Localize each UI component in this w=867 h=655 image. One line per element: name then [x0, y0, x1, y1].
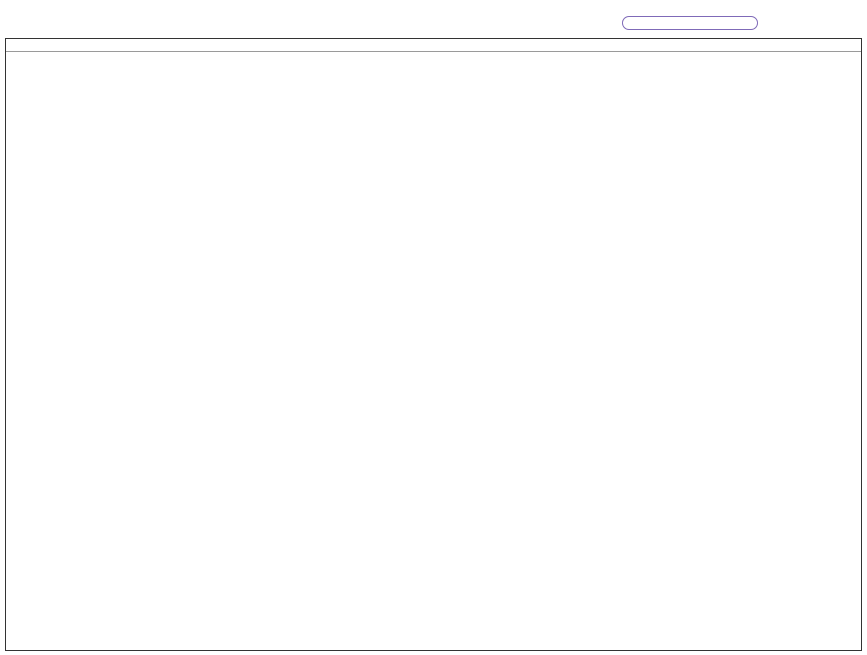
- header-row: [6, 39, 861, 52]
- billing-sheet: [5, 38, 862, 651]
- page-title: [250, 4, 256, 22]
- apartment-name-badge: [622, 16, 758, 30]
